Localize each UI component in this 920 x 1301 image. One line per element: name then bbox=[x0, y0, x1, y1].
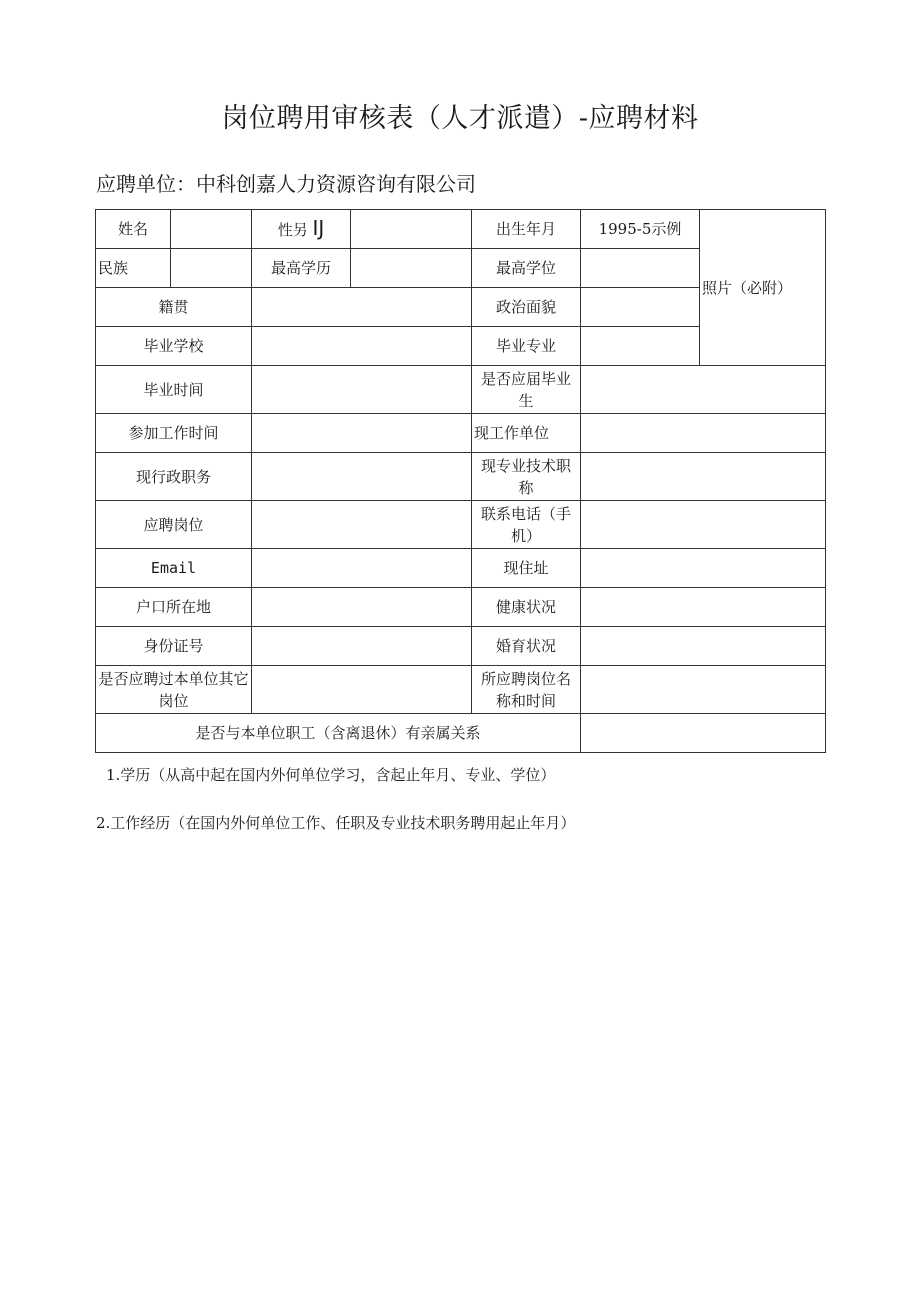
fresh-grad-label: 是否应届毕业生 bbox=[472, 366, 581, 414]
education-label: 最高学历 bbox=[252, 249, 351, 288]
email-label: Email bbox=[96, 549, 252, 588]
work-start-input[interactable] bbox=[252, 414, 472, 453]
address-input[interactable] bbox=[581, 549, 826, 588]
hukou-label: 户口所在地 bbox=[96, 588, 252, 627]
health-label: 健康状况 bbox=[472, 588, 581, 627]
school-label: 毕业学校 bbox=[96, 327, 252, 366]
id-label: 身份证号 bbox=[96, 627, 252, 666]
work-history-heading: 2.工作经历（在国内外何单位工作、任职及专业技术职务聘用起止年月） bbox=[96, 814, 576, 832]
birth-label: 出生年月 bbox=[472, 210, 581, 249]
school-input[interactable] bbox=[252, 327, 472, 366]
political-label: 政治面貌 bbox=[472, 288, 581, 327]
work-start-label: 参加工作时间 bbox=[96, 414, 252, 453]
native-label: 籍贯 bbox=[96, 288, 252, 327]
major-label: 毕业专业 bbox=[472, 327, 581, 366]
native-input[interactable] bbox=[252, 288, 472, 327]
applying-unit: 应聘单位：中科创嘉人力资源咨询有限公司 bbox=[96, 172, 476, 196]
gender-label: 性另 IJ bbox=[252, 210, 351, 249]
degree-input[interactable] bbox=[581, 249, 700, 288]
ethnic-label: 民族 bbox=[96, 249, 171, 288]
email-input[interactable] bbox=[252, 549, 472, 588]
address-label: 现住址 bbox=[472, 549, 581, 588]
hukou-input[interactable] bbox=[252, 588, 472, 627]
education-input[interactable] bbox=[351, 249, 472, 288]
application-form-table bbox=[95, 209, 826, 753]
relatives-input[interactable] bbox=[581, 714, 826, 753]
education-history-heading: 1.学历（从高中起在国内外何单位学习，含起止年月、专业、学位） bbox=[106, 766, 556, 784]
page-title: 岗位聘用审核表（人才派遣）-应聘材料 bbox=[221, 103, 699, 134]
fresh-grad-input[interactable] bbox=[581, 366, 826, 414]
prev-post-input[interactable] bbox=[581, 666, 826, 714]
major-input[interactable] bbox=[581, 327, 700, 366]
degree-label: 最高学位 bbox=[472, 249, 581, 288]
tech-title-input[interactable] bbox=[581, 453, 826, 501]
phone-input[interactable] bbox=[581, 501, 826, 549]
admin-post-input[interactable] bbox=[252, 453, 472, 501]
ethnic-input[interactable] bbox=[171, 249, 252, 288]
current-employer-input[interactable] bbox=[581, 414, 826, 453]
marital-input[interactable] bbox=[581, 627, 826, 666]
marital-label: 婚育状况 bbox=[472, 627, 581, 666]
id-input[interactable] bbox=[252, 627, 472, 666]
health-input[interactable] bbox=[581, 588, 826, 627]
tech-title-label: 现专业技术职称 bbox=[472, 453, 581, 501]
name-input[interactable] bbox=[171, 210, 252, 249]
relatives-label: 是否与本单位职工（含离退休）有亲属关系 bbox=[96, 714, 581, 753]
grad-time-input[interactable] bbox=[252, 366, 472, 414]
admin-post-label: 现行政职务 bbox=[96, 453, 252, 501]
political-input[interactable] bbox=[581, 288, 700, 327]
name-label: 姓名 bbox=[96, 210, 171, 249]
birth-input[interactable]: 1995-5示例 bbox=[581, 210, 700, 249]
applied-before-input[interactable] bbox=[252, 666, 472, 714]
applied-before-label: 是否应聘过本单位其它岗位 bbox=[96, 666, 252, 714]
phone-label: 联系电话（手机） bbox=[472, 501, 581, 549]
gender-mark: IJ bbox=[312, 216, 325, 240]
apply-post-input[interactable] bbox=[252, 501, 472, 549]
grad-time-label: 毕业时间 bbox=[96, 366, 252, 414]
apply-post-label: 应聘岗位 bbox=[96, 501, 252, 549]
photo-cell[interactable]: 照片（必附） bbox=[700, 210, 826, 366]
current-employer-label: 现工作单位 bbox=[472, 414, 581, 453]
prev-post-label: 所应聘岗位名称和时间 bbox=[472, 666, 581, 714]
gender-input[interactable] bbox=[351, 210, 472, 249]
